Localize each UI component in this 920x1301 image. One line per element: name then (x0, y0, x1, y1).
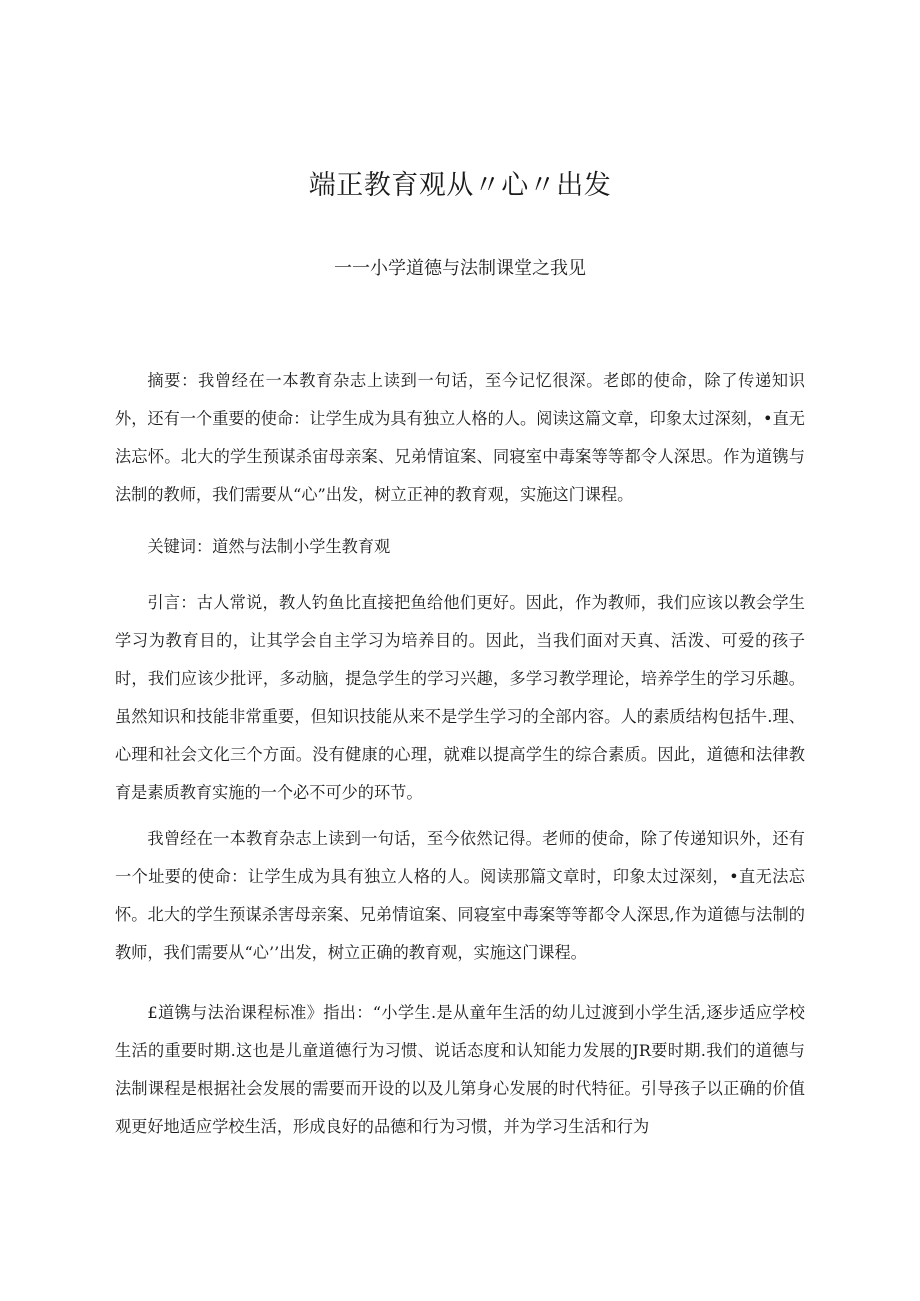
body-paragraph: £道镌与法治课程标准》指出：“小学生.是从童年生活的幼儿过渡到小学生活,逐步适应学校生活的重要时期.这也是儿童道德行为习惯、说话态度和认知能力发展的JR要时期.我们的道德与法制课程是根据社会发展的需要而开设的以及儿第身心发展的时代特征。引导孩子以正确的价值观更好地适应学校生活，形成良好的品德和行为习惯，并为学习生活和行为 (115, 1003, 805, 1136)
body-paragraph: 我曾经在一本教育杂志上读到一句话，至今依然记得。老师的使命，除了传递知识外，还有一个址要的使命：让学生成为具有独立人格的人。阅读那篇文章时，印象太过深刻，•直无法忘怀。北大的学生预谋杀害母亲案、兄弟情谊案、同寝室中毒案等等都令人深思,作为道德与法制的教师，我们需要从“心’’出发，树立正确的教育观，实施这门课程。 (115, 829, 805, 962)
keywords-paragraph: 关键词：道然与法制小学生教育观 (147, 537, 391, 556)
abstract-paragraph: 摘要：我曾经在一本教育杂志上读到一句话，至今记忆很深。老郎的使命，除了传递知识外，还有一个重要的使命：让学生成为具有独立人格的人。阅读这篇文章，印象太过深刻，•直无法忘怀。北大的学生预谋杀宙母亲案、兄弟情谊案、同寝室中毒案等等都令人深思。作为道镌与法制的教师，我们需要从“心”出发，树立正神的教育观，实施这门课程。 (115, 371, 805, 504)
introduction-paragraph: 引言：古人常说，教人钓鱼比直接把鱼给他们更好。因此，作为教师，我们应该以教会学生学习为教育目的，让其学会自主学习为培养目的。因此，当我们面对天真、活泼、可爱的孩子时，我们应该少批评，多动脑，提急学生的学习兴趣，多学习教学理论，培养学生的学习乐趣。虽然知识和技能非常重要，但知识技能从来不是学生学习的全部内容。人的素质结构包括牛.理、心理和社会文化三个方面。没有健康的心理，就难以提高学生的综合素质。因此，道德和法律教育是素质教育实施的一个必不可少的环节。 (115, 593, 805, 802)
document-subtitle: 一一小学道德与法制课堂之我见 (334, 258, 586, 279)
document-title: 端正教育观从〃心〃出发 (308, 170, 612, 201)
